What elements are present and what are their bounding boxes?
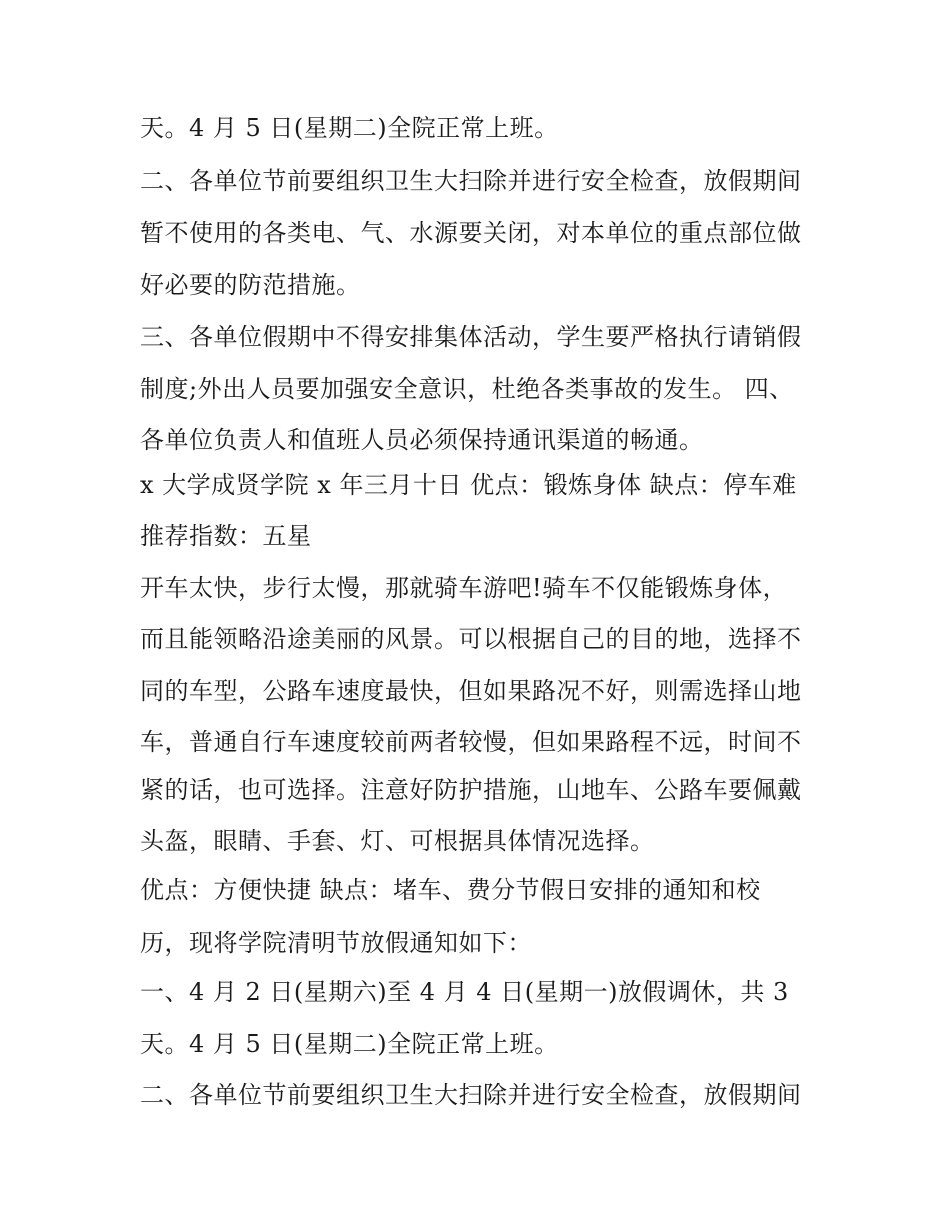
text-line-8: x 大学成贤学院 x 年三月十日 优点：锻炼身体 缺点：停车难	[140, 471, 797, 499]
text-line-1: 天。4 月 5 日(星期二)全院正常上班。	[140, 114, 559, 142]
text-line-11: 而且能领略沿途美丽的风景。可以根据自己的目的地，选择不	[140, 625, 802, 653]
text-line-3: 暂不使用的各类电、气、水源要关闭，对本单位的重点部位做	[140, 219, 802, 247]
text-line-12: 同的车型，公路车速度最快，但如果路况不好，则需选择山地	[140, 677, 802, 705]
text-line-18: 一、4 月 2 日(星期六)至 4 月 4 日(星期一)放假调休，共 3	[140, 978, 789, 1006]
text-line-16: 优点：方便快捷 缺点：堵车、费分节假日安排的通知和校	[140, 876, 761, 904]
text-line-9: 推荐指数：五星	[140, 522, 312, 550]
text-line-7: 各单位负责人和值班人员必须保持通讯渠道的畅通。	[140, 426, 704, 454]
text-line-13: 车，普通自行车速度较前两者较慢，但如果路程不远，时间不	[140, 728, 802, 756]
text-line-15: 头盔，眼睛、手套、灯、可根据具体情况选择。	[140, 827, 655, 855]
text-line-14: 紧的话，也可选择。注意好防护措施，山地车、公路车要佩戴	[140, 776, 802, 804]
text-line-17: 历，现将学院清明节放假通知如下：	[140, 929, 532, 957]
text-line-6: 制度;外出人员要加强安全意识，杜绝各类事故的发生。 四、	[140, 375, 794, 403]
text-line-19: 天。4 月 5 日(星期二)全院正常上班。	[140, 1030, 559, 1058]
text-line-5: 三、各单位假期中不得安排集体活动，学生要严格执行请销假	[140, 323, 802, 351]
text-line-10: 开车太快，步行太慢，那就骑车游吧!骑车不仅能锻炼身体，	[140, 574, 788, 602]
text-line-4: 好必要的防范措施。	[140, 271, 361, 299]
text-line-20: 二、各单位节前要组织卫生大扫除并进行安全检查，放假期间	[140, 1081, 802, 1109]
text-line-2: 二、各单位节前要组织卫生大扫除并进行安全检查，放假期间	[140, 167, 802, 195]
